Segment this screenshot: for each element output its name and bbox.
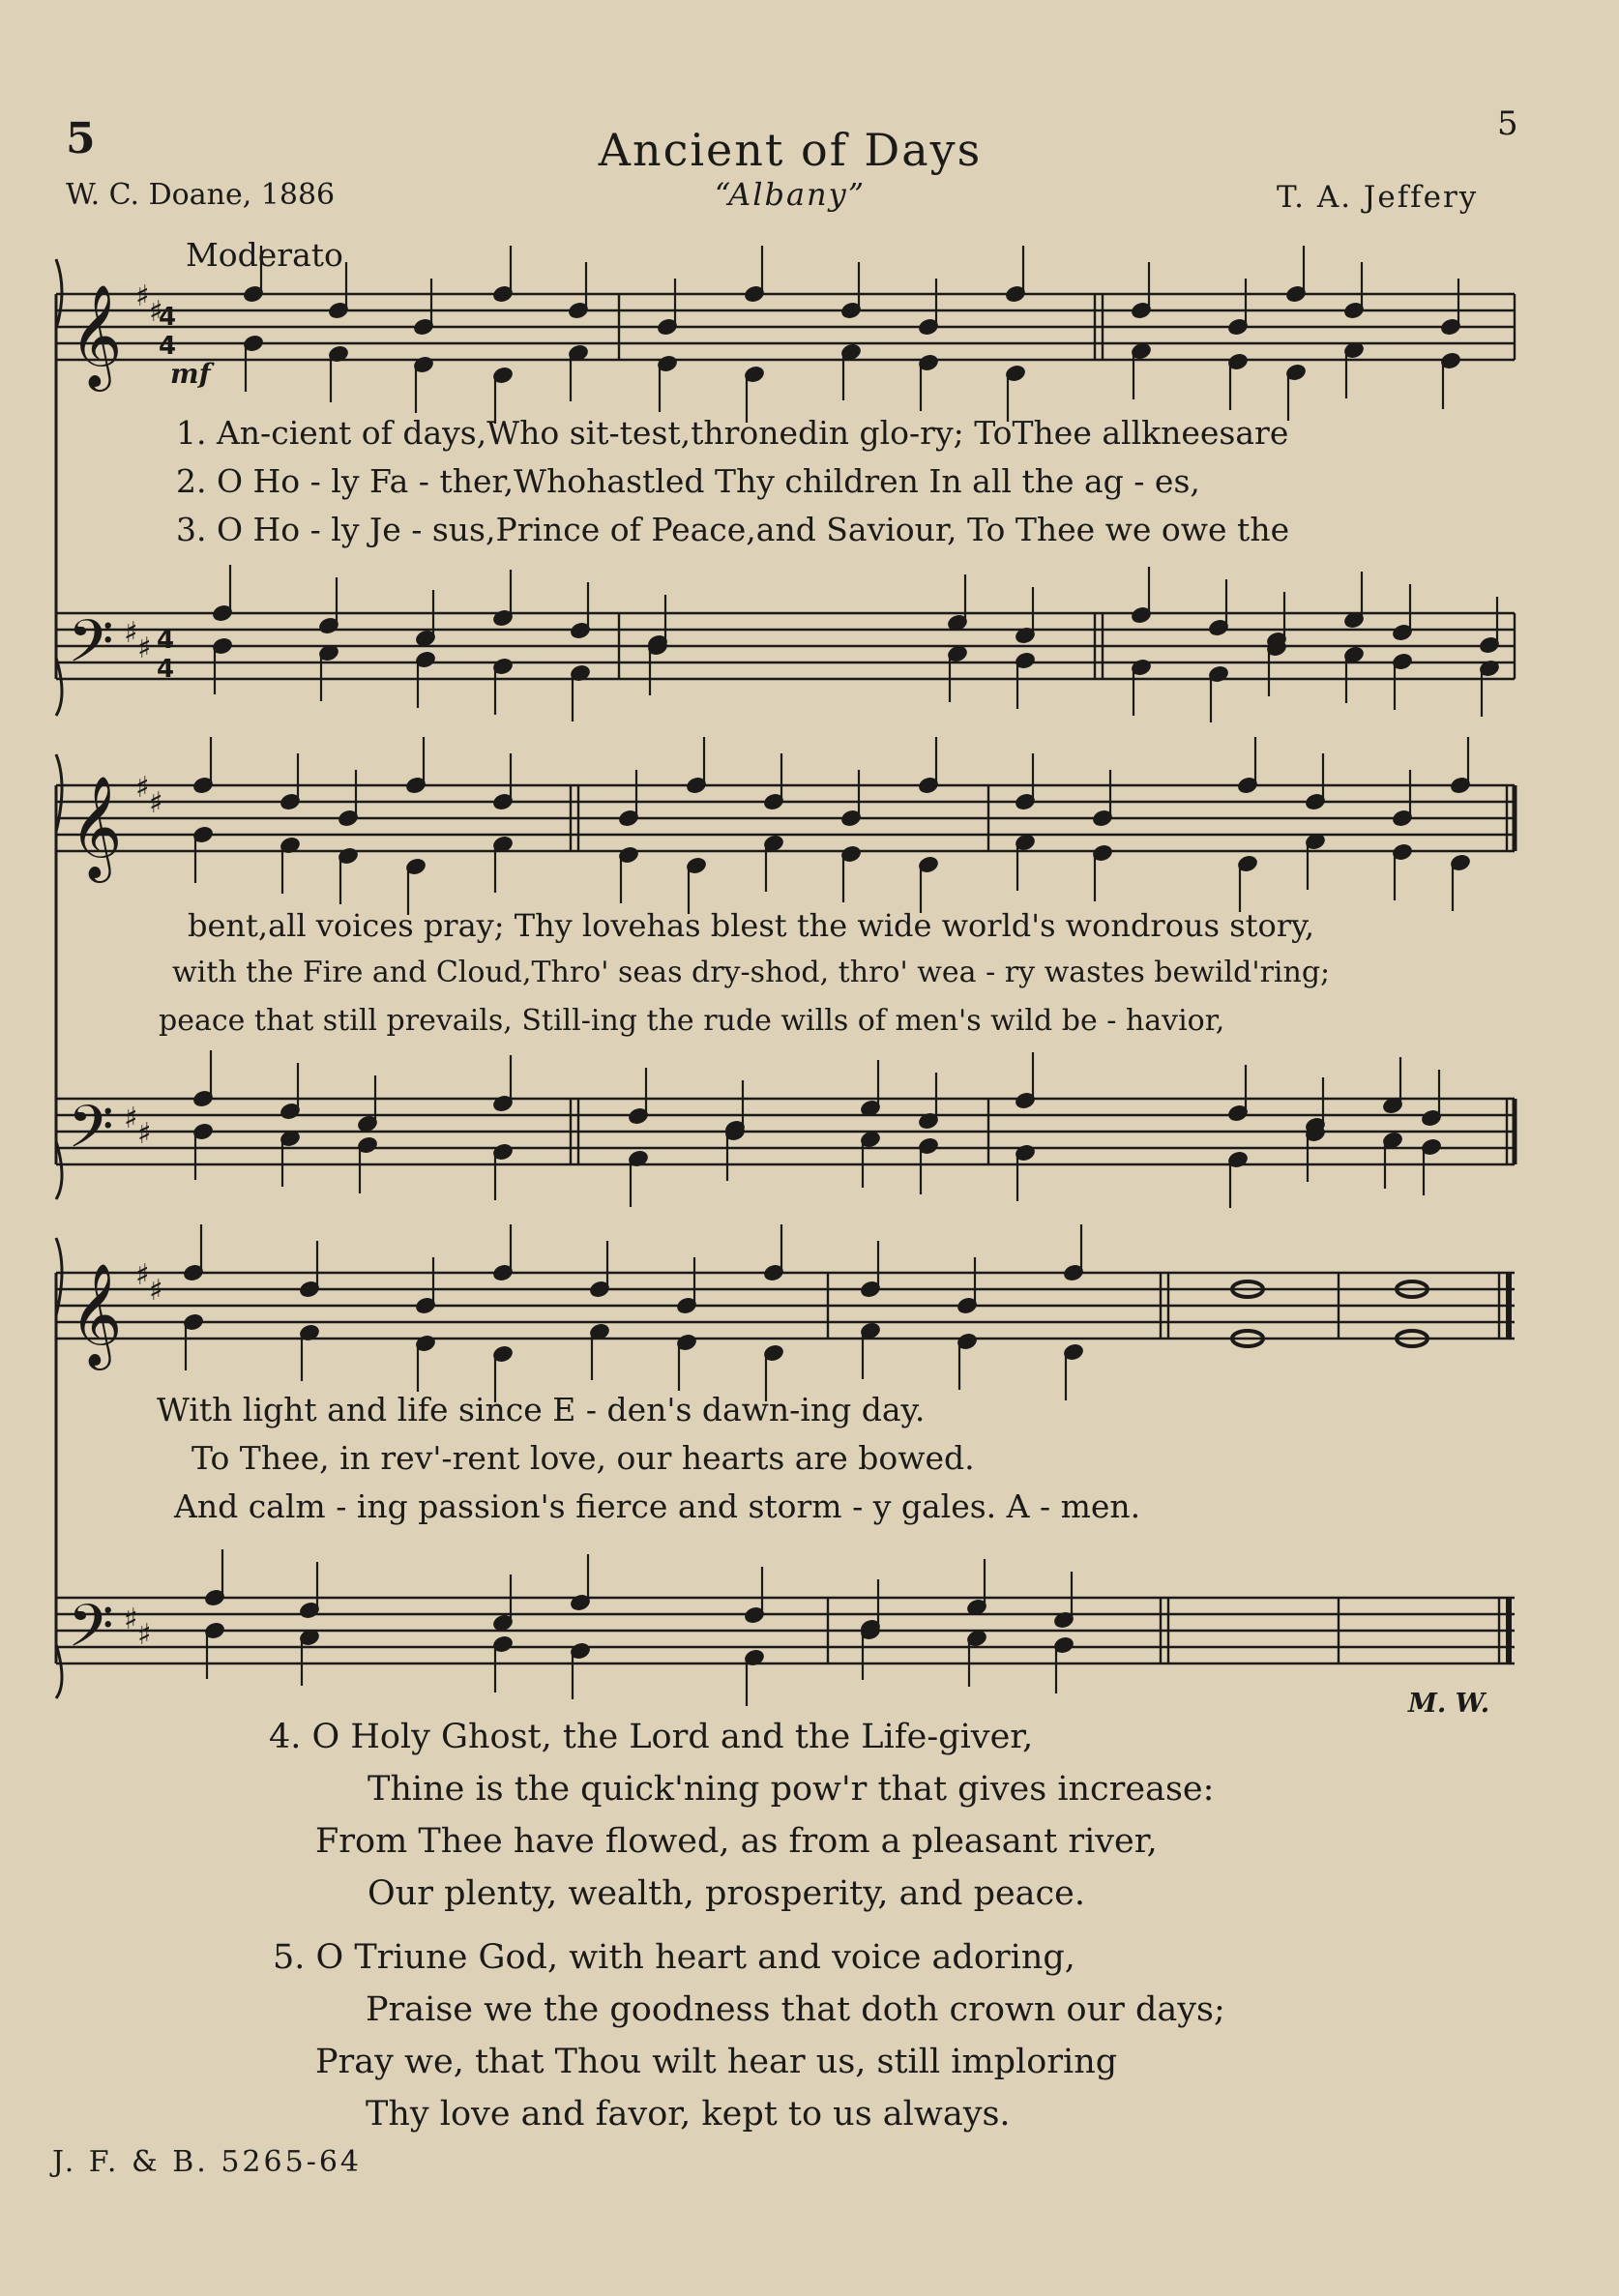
svg-text:4: 4 xyxy=(157,626,175,655)
svg-text:♯: ♯ xyxy=(137,1618,152,1652)
system-1-treble-staff xyxy=(56,294,1515,360)
system-3-bass-staff xyxy=(56,1598,1515,1663)
stanza-5-line: 5. O Triune God, with heart and voice adoring, xyxy=(273,1938,1075,1977)
svg-text:♯: ♯ xyxy=(149,295,163,329)
stanza-5-line: Pray we, that Thou wilt hear us, still imploring xyxy=(315,2043,1118,2081)
svg-text:♯: ♯ xyxy=(124,616,138,650)
svg-text:♯: ♯ xyxy=(135,280,150,313)
svg-text:4: 4 xyxy=(159,303,177,332)
lyric-line: peace that still prevails, Still-ing the rude wills of men's wild be - havior, xyxy=(159,1004,1225,1038)
svg-text:♯: ♯ xyxy=(135,771,150,805)
hymn-number-right: 5 xyxy=(1497,104,1518,143)
publisher-footer: J. F. & B. 5265-64 xyxy=(52,2145,363,2179)
stanza-4-line: From Thee have flowed, as from a pleasant river, xyxy=(315,1822,1158,1861)
svg-text:𝄢: 𝄢 xyxy=(68,1592,114,1675)
svg-text:𝄢: 𝄢 xyxy=(68,1093,114,1176)
system-2-bass-staff xyxy=(56,1099,1515,1164)
svg-text:♯: ♯ xyxy=(137,632,152,665)
stanza-4-line: 4. O Holy Ghost, the Lord and the Life-giver, xyxy=(269,1718,1034,1756)
treble-clef: 𝄞 xyxy=(70,283,123,387)
svg-text:♯: ♯ xyxy=(124,1603,138,1636)
lyric-line: With light and life since E - den's dawn-ing day. xyxy=(157,1391,926,1428)
system-3-treble-staff xyxy=(56,1273,1515,1339)
svg-text:𝄞: 𝄞 xyxy=(70,1262,123,1366)
system-1-bass-staff xyxy=(56,613,1515,679)
dynamic-marking: mf xyxy=(170,358,211,390)
lyric-line: To Thee, in rev'-rent love, our hearts are bowed. xyxy=(191,1439,975,1477)
hymn-title: Ancient of Days xyxy=(598,124,983,176)
lyric-line: 2. O Ho - ly Fa - ther,Whohastled Thy children In all the ag - es, xyxy=(176,462,1200,500)
svg-text:4: 4 xyxy=(157,655,175,684)
system-2-treble-staff xyxy=(56,785,1515,851)
lyric-line: 3. O Ho - ly Je - sus,Prince of Peace,and Saviour, To Thee we owe the xyxy=(176,511,1290,548)
bass-clef: 𝄢 xyxy=(68,607,114,691)
lyric-line: 1. An-cient of days,Who sit-test,thronedin glo-ry; ToThee allkneesare xyxy=(176,414,1289,452)
stanza-4-line: Our plenty, wealth, prosperity, and peace. xyxy=(368,1874,1085,1913)
tempo-marking: Moderato xyxy=(186,236,343,274)
hymn-number-left: 5 xyxy=(66,114,96,163)
stanza-5-line: Praise we the goodness that doth crown our days; xyxy=(366,1990,1225,2029)
stanza-4-line: Thine is the quick'ning pow'r that gives increase: xyxy=(368,1770,1215,1809)
svg-text:𝄞: 𝄞 xyxy=(70,775,123,878)
svg-text:♯: ♯ xyxy=(135,1258,150,1292)
composer-credit: T. A. Jeffery xyxy=(1277,180,1479,215)
lyric-line: with the Fire and Cloud,Thro' seas dry-shod, thro' wea - ry wastes bewild'ring; xyxy=(172,956,1331,989)
arranger-initials: M. W. xyxy=(1408,1689,1490,1719)
lyric-line: And calm - ing passion's fierce and storm - y gales. A - men. xyxy=(174,1487,1141,1525)
stanza-5-line: Thy love and favor, kept to us always. xyxy=(366,2095,1011,2134)
author-credit: W. C. Doane, 1886 xyxy=(66,178,336,212)
svg-text:♯: ♯ xyxy=(124,1102,138,1135)
svg-text:4: 4 xyxy=(159,332,177,361)
lyric-line: bent,all voices pray; Thy lovehas blest the wide world's wondrous story, xyxy=(188,907,1315,944)
tune-name: “Albany” xyxy=(714,176,867,213)
svg-text:♯: ♯ xyxy=(137,1117,152,1151)
svg-text:♯: ♯ xyxy=(149,786,163,820)
svg-text:♯: ♯ xyxy=(149,1274,163,1308)
